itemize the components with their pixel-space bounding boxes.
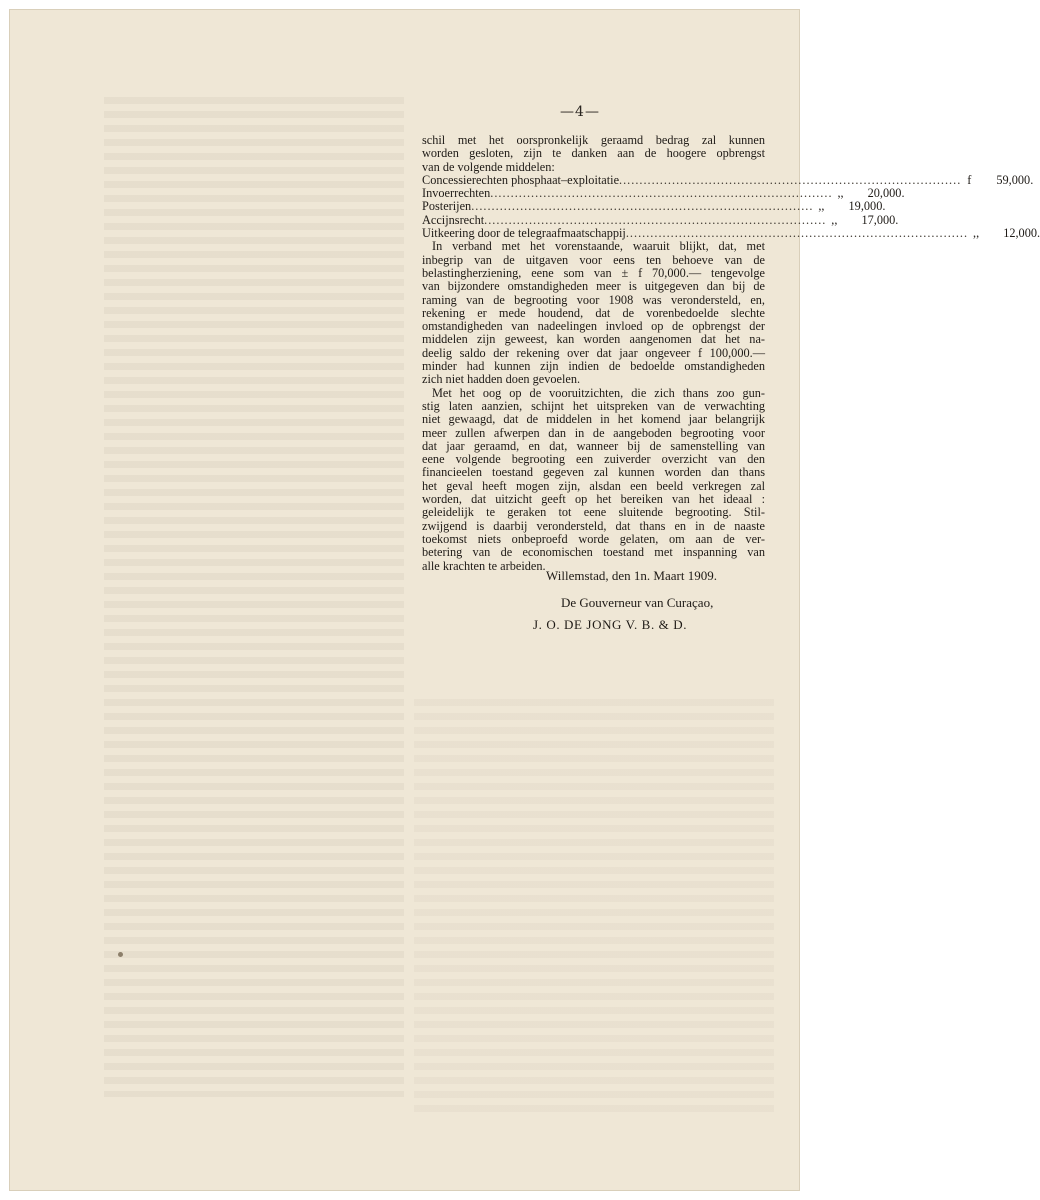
body-text	[422, 133, 1040, 573]
currency-mark: ,,	[831, 212, 838, 227]
revenue-amount: 59,000.	[996, 172, 1034, 187]
bleed-through-right	[414, 699, 774, 1119]
revenue-label: Posterijen	[422, 199, 472, 214]
text-line: eene volgende begrooting een zuiverder overzicht van den	[422, 452, 765, 467]
revenue-amount: 20,000.	[867, 186, 905, 201]
revenue-row	[422, 199, 886, 214]
leader-dots: ....................................................................................	[471, 199, 814, 214]
text-line: alle krachten te arbeiden.	[422, 558, 546, 573]
currency-mark: ,,	[973, 226, 980, 241]
page-number: —4—	[560, 104, 600, 120]
revenue-row	[422, 186, 905, 201]
text-line: worden, dat uitzicht geeft op het bereiken van het ideaal :	[422, 492, 765, 507]
signatory-name: J. O. DE JONG V. B. & D.	[533, 617, 688, 632]
leader-dots: ....................................................................................	[619, 172, 962, 187]
text-line: geleidelijk te geraken tot eene sluitende begrooting. Stil-	[422, 505, 765, 520]
text-line: omstandigheden van nadeelingen invloed op de opbrengst der	[422, 319, 765, 334]
revenue-row	[422, 212, 899, 227]
signatory-title: De Gouverneur van Curaçao,	[561, 595, 714, 610]
currency-mark: f	[967, 172, 972, 187]
text-line: worden gesloten, zijn te danken aan de hoogere opbrengst	[422, 146, 765, 161]
revenue-amount: 12,000.	[1003, 226, 1040, 241]
text-line: minder had kunnen zijn indien de bedoelde omstandigheden	[422, 359, 765, 374]
leader-dots: ....................................................................................	[625, 226, 969, 241]
text-line: het geval heeft mogen zijn, alsdan een beeld verkregen zal	[422, 478, 765, 493]
text-line: Met het oog op de vooruitzichten, die zich thans zoo gun-	[432, 385, 765, 400]
currency-mark: ,,	[818, 199, 825, 214]
text-line: deelig saldo der rekening over dat jaar ongeveer f 100,000.—	[422, 345, 765, 360]
place-date: Willemstad, den 1n. Maart 1909.	[546, 568, 717, 583]
text-line: stig laten aanzien, schijnt het uitspreken van de verwachting	[422, 398, 765, 413]
text-line: zwijgend is daarbij verondersteld, dat thans en in de naaste	[422, 518, 765, 533]
leader-dots: ....................................................................................	[484, 212, 827, 227]
text-line: financieelen toestand gegeven zal kunnen worden dan thans	[422, 465, 765, 480]
leader-dots: ....................................................................................	[490, 186, 833, 201]
revenue-label: Accijnsrecht	[422, 212, 485, 227]
text-line: dat jaar geraamd, en dat, wanneer bij de samenstelling van	[422, 438, 765, 453]
speck	[118, 952, 123, 957]
text-line: van de volgende middelen:	[422, 159, 555, 174]
text-line: rekening er mede houdend, dat de vorenbedoelde slechte	[422, 305, 765, 320]
revenue-amount: 19,000.	[848, 199, 886, 214]
revenue-row	[422, 226, 1040, 241]
text-line: middelen zijn geweest, kan worden aangenomen dat het na-	[422, 332, 765, 347]
text-line: In verband met het vorenstaande, waaruit blijkt, dat, met	[432, 239, 765, 254]
revenue-label: Invoerrechten	[422, 186, 491, 201]
revenue-label: Uitkeering door de telegraafmaatschappij	[422, 226, 626, 241]
bleed-through-left	[104, 97, 404, 1097]
text-line: betering van de economischen toestand met inspanning van	[422, 545, 765, 560]
text-line: meer zullen afwerpen dan in de aangeboden begrooting voor	[422, 425, 765, 440]
text-line: belastingherziening, eene som van ± f 70,000.— tengevolge	[422, 265, 765, 280]
text-line: niet gewaagd, dat de middelen in het komend jaar belangrijk	[422, 412, 765, 427]
text-line: zich niet hadden doen gevoelen.	[422, 372, 581, 387]
text-line: schil met het oorspronkelijk geraamd bedrag zal kunnen	[422, 133, 765, 147]
text-line: toekomst niets onbeproefd worde gelaten, om aan de ver-	[422, 531, 765, 546]
revenue-amount: 17,000.	[861, 212, 899, 227]
text-line: van bijzondere omstandigheden meer is uitgegeven dan bij de	[422, 279, 765, 294]
revenue-row	[422, 172, 1034, 187]
currency-mark: ,,	[837, 186, 844, 201]
text-line: raming van de begrooting voor 1908 was verondersteld, en,	[422, 292, 765, 307]
text-line: inbegrip van de uitgaven voor eens ten behoeve van de	[422, 252, 765, 267]
revenue-label: Concessierechten phosphaat–exploitatie	[422, 172, 620, 187]
